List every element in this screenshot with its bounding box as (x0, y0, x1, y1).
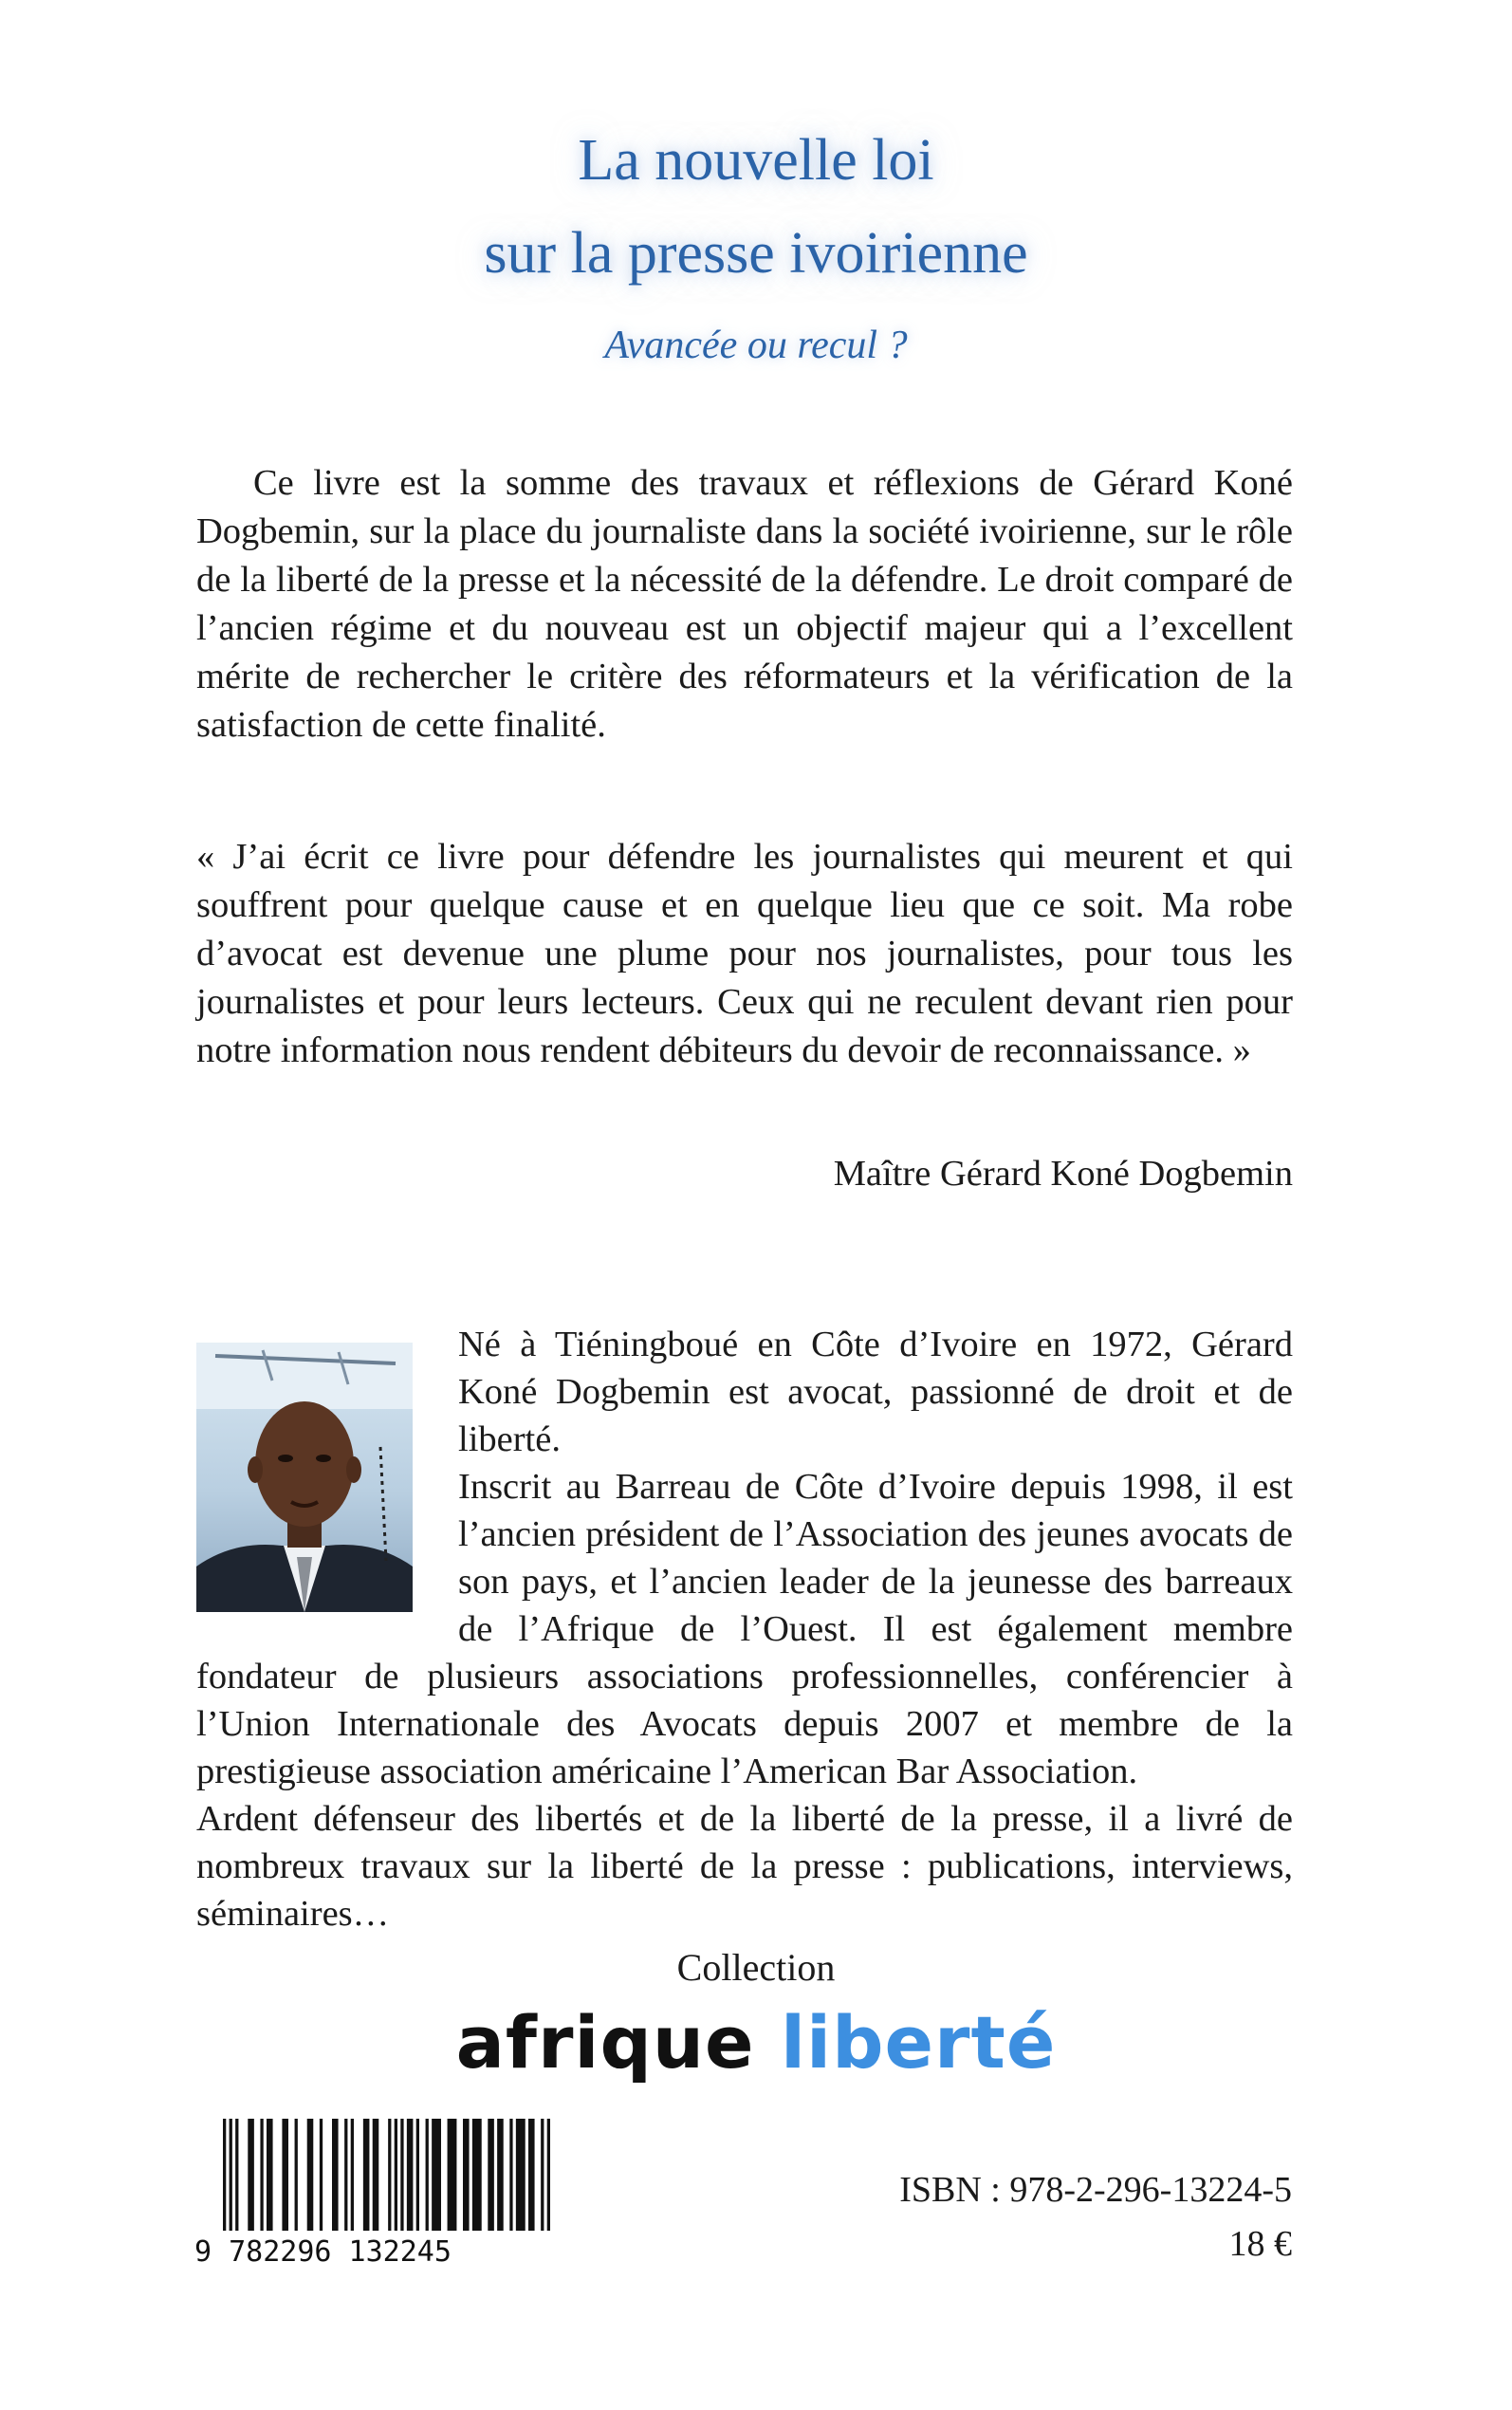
quote-signature: Maître Gérard Koné Dogbemin (833, 1154, 1293, 1194)
barcode-bar (363, 2119, 370, 2231)
collection-label: Collection (676, 1946, 836, 1989)
bio-paragraph-1: Né à Tiéningboué en Côte d’Ivoire en 1972, Gérard Koné Dogbemin est avocat, passionné de droit et de liberté. (458, 1325, 1293, 1459)
barcode-bar (528, 2119, 535, 2231)
author-portrait-image (196, 1343, 413, 1612)
barcode-bar (344, 2119, 347, 2231)
author-photo (196, 1343, 413, 1612)
collection-logo (0, 1997, 1512, 2088)
barcode-bar (407, 2119, 414, 2231)
logo-word-afrique: afrique (455, 2000, 755, 2085)
barcode-bar (463, 2119, 470, 2231)
barcode-bar (320, 2119, 323, 2231)
barcode-bar (448, 2119, 457, 2231)
title-block (0, 114, 1512, 374)
price: 18 € (1228, 2224, 1292, 2264)
author-bio (196, 1321, 1293, 1937)
barcode-bar (248, 2119, 254, 2231)
barcode-bar (488, 2119, 494, 2231)
barcode-bars (223, 2119, 550, 2231)
barcode-bar (416, 2119, 419, 2231)
barcode-bar (497, 2119, 504, 2231)
barcode-number: 9 782296 132245 (194, 2235, 452, 2269)
barcode-bar (395, 2119, 397, 2231)
isbn: ISBN : 978-2-296-13224-5 (899, 2170, 1292, 2210)
author-quote: « J’ai écrit ce livre pour défendre les journalistes qui meurent et qui souffrent pour quelque cause et en quelque lieu que ce soit. Ma robe d’avocat est devenue une plume pour nos journalistes, pour tous les journalistes et pour leurs lecteurs. Ceux qui ne reculent devant rien pour notre information nous rendent débiteurs du devoir de reconnaissance. » (196, 837, 1293, 1070)
barcode-bar (509, 2119, 512, 2231)
barcode-bar (332, 2119, 339, 2231)
barcode-bar (230, 2119, 232, 2231)
barcode-bar (307, 2119, 314, 2231)
barcode-bar (260, 2119, 263, 2231)
barcode-bar (516, 2119, 526, 2231)
barcode-bar (400, 2119, 403, 2231)
barcode-bar (541, 2119, 544, 2231)
barcode-bar (547, 2119, 550, 2231)
bio-paragraph-3: Ardent défenseur des libertés et de la liberté de la presse, il a livré de nombreux travaux sur la liberté de la presse : publications, interviews, séminaires… (196, 1799, 1293, 1934)
summary-paragraph: Ce livre est la somme des travaux et réflexions de Gérard Koné Dogbemin, sur la place du journaliste dans la société ivoirienne, sur le rôle de la liberté de la presse et la nécessité de la défendre. Le droit comparé de l’ancien régime et du nouveau est un objectif majeur qui a l’excellent mérite de rechercher le critère des réformateurs et la vérification de la satisfaction de cette finalité. (196, 463, 1293, 745)
barcode-bar (235, 2119, 238, 2231)
barcode-bar (282, 2119, 288, 2231)
book-title-line-1: La nouvelle loi (578, 128, 934, 193)
book-title-line-2: sur la presse ivoirienne (484, 221, 1028, 286)
barcode-bar (373, 2119, 379, 2231)
barcode-bar (432, 2119, 441, 2231)
barcode-bar (267, 2119, 273, 2231)
barcode-bar (223, 2119, 226, 2231)
logo-word-liberte: liberté (781, 2000, 1057, 2085)
barcode-bar (472, 2119, 482, 2231)
barcode-bar (295, 2119, 298, 2231)
barcode-bar (351, 2119, 354, 2231)
barcode-bar (426, 2119, 429, 2231)
barcode (194, 2119, 555, 2271)
bio-paragraph-2: Inscrit au Barreau de Côte d’Ivoire depuis 1998, il est l’ancien président de l’Association des jeunes avocats de son pays, et l’ancien leader de la jeunesse des barreaux de l’Afrique de l’Ouest. Il est également membre fondateur de plusieurs associations professionnelles, conférencier à l’Union Internationale des Avocats depuis 2007 et membre de la prestigieuse association américaine l’American Bar Association. (196, 1467, 1293, 1791)
book-subtitle: Avancée ou recul ? (604, 324, 908, 367)
barcode-bar (388, 2119, 391, 2231)
